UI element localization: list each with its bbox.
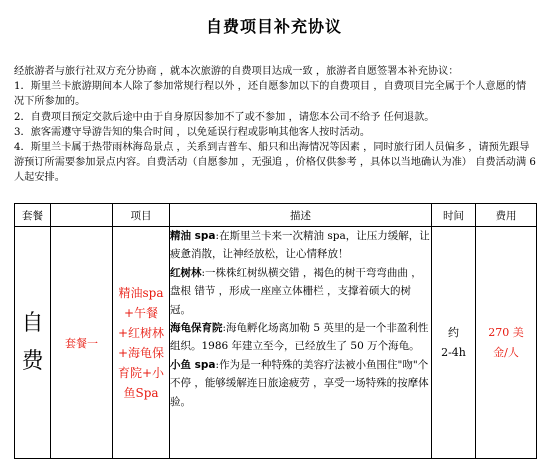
header-price: 费用 xyxy=(476,204,537,227)
description-item-text: 在斯里兰卡来一次精油 spa，让压力缓解，让疲惫消散，让神经放松，让心情释放！ xyxy=(170,230,430,261)
intro-paragraph: 4．斯里兰卡属于热带雨林海岛景点 ，关系到吉普车、船只和出海情况等因素 ，同时旅行团人员偏多 ，请预先跟导游预订所需要参加景点内容。自费活动（自愿参加 ，无强追 ，价格仅供参考 ，具体以当地确认为准） 自费活动满 6 人起安排。 xyxy=(14,142,536,184)
intro-paragraph: 3．旅客需遵守导游告知的集合时间 ，以免延误行程或影响其他客人按时活动。 xyxy=(14,126,371,138)
header-items: 项目 xyxy=(113,204,170,227)
description-item: 海龟保育院:海龟孵化场离加勒 5 英里的是一个非盈利性组织。1986 年建立至今，已经放生了 50 万个海龟。 xyxy=(170,322,429,353)
table-header-row xyxy=(15,204,537,227)
category-label xyxy=(22,305,44,381)
category-char: 费 xyxy=(21,348,44,374)
intro-paragraph: 1．斯里兰卡旅游期间本人除了参加常规行程以外 ，还自愿参加以下的自费项目 ，自费项目完全属于个人意愿的情况下所参加的。 xyxy=(14,81,527,108)
time-approx: 约 xyxy=(448,325,459,339)
description-item-text: 一株株红树纵横交错 ，褐色的树干弯弯曲曲 ，盘根 错节 ，形成一座座立体栅栏 ，支撑着硕大的树冠。 xyxy=(170,266,422,316)
description-item-name: 精油 spa xyxy=(170,230,216,242)
self-pay-table xyxy=(14,203,537,459)
description-item-name: 海龟保育院 xyxy=(170,322,223,335)
time-cell xyxy=(432,227,476,459)
header-time: 时间 xyxy=(432,204,476,227)
description-item-name: 红树林 xyxy=(170,266,202,279)
price-cell xyxy=(476,227,537,459)
description-item-text: 海龟孵化场离加勒 5 英里的是一个非盈利性组织。1986 年建立至今，已经放生了 50 万个海龟。 xyxy=(170,322,429,353)
price-label: 270 美金/人 xyxy=(488,325,524,359)
header-package-category: 套餐 xyxy=(15,204,51,227)
header-package-name xyxy=(51,204,113,227)
time-range: 2-4h xyxy=(441,345,466,359)
document-title: 自费项目补充协议 xyxy=(205,17,342,36)
package-cell: 套餐一 xyxy=(51,227,113,459)
table-row xyxy=(15,227,537,459)
intro-paragraph: 经旅游者与旅行社双方充分协商 ，就本次旅游的自费项目达成一致 ，旅游者自愿签署本补充协议： xyxy=(14,66,459,77)
description-item-name: 小鱼 spa xyxy=(170,358,216,371)
intro-paragraph: 2．自费项目预定交款后途中由于自身原因参加不了或不参加 ，请您本公司不给予 任何退款。 xyxy=(14,111,435,123)
description-item: 精油 spa:在斯里兰卡来一次精油 spa，让压力缓解，让疲惫消散，让神经放松，让心情释放！ xyxy=(170,230,430,261)
description-item: 红树林:一株株红树纵横交错 ，褐色的树干弯弯曲曲 ，盘根 错节 ，形成一座座立体栅栏 ，支撑着硕大的树冠。 xyxy=(170,266,422,316)
items-cell xyxy=(113,227,170,459)
description-item: 小鱼 spa:作为是一种特殊的美容疗法被小鱼围住"吻"个不停 ，能够缓解连日旅途疲劳 ，享受一场特殊的按摩体验。 xyxy=(170,358,429,408)
items-label: 精油spa+午餐+红树林+海龟保育院+小鱼Spa xyxy=(117,285,165,400)
description-cell xyxy=(170,227,432,459)
category-char: 自 xyxy=(21,310,44,336)
category-cell xyxy=(15,227,51,459)
header-description: 描述 xyxy=(170,204,432,227)
description-item-text: 作为是一种特殊的美容疗法被小鱼围住"吻"个不停 ，能够缓解连日旅途疲劳 ，享受一场特殊的按摩体验。 xyxy=(170,358,429,408)
intro-text xyxy=(14,64,536,186)
